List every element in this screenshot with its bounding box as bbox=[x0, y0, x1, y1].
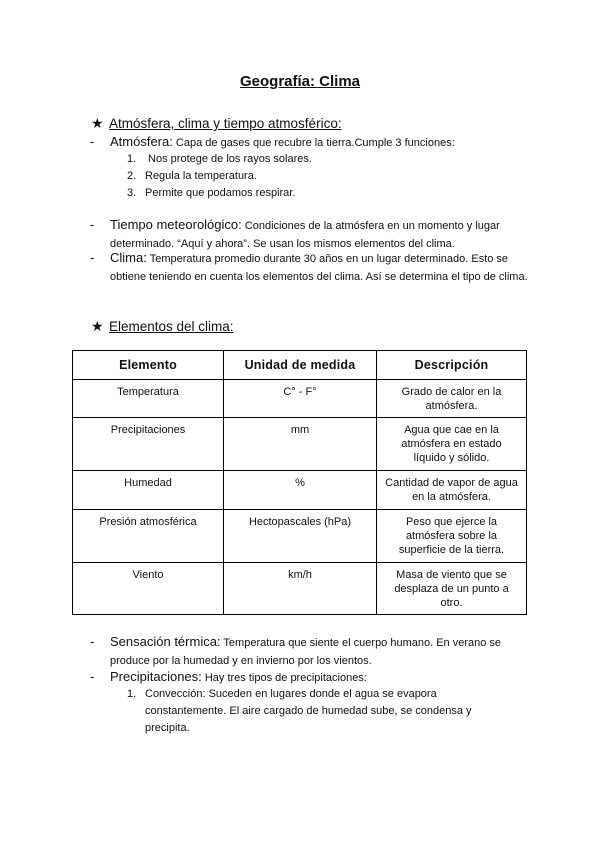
section-heading-elementos bbox=[91, 318, 234, 335]
section-heading-text: Atmósfera, clima y tiempo atmosférico: bbox=[109, 116, 342, 131]
term-label: Tiempo meteorológico: bbox=[110, 217, 242, 232]
table-row bbox=[73, 380, 527, 418]
cell-unidad: % bbox=[224, 471, 377, 510]
definition-text: Temperatura que siente el cuerpo humano. En verano se produce por la humedad y en invierno por los vientos. bbox=[110, 637, 502, 667]
bullet-dash: - bbox=[90, 669, 95, 684]
cell-unidad: C° - F° bbox=[224, 380, 377, 418]
bullet-dash: - bbox=[90, 134, 95, 149]
list-item: 2. Regula la temperatura. bbox=[127, 170, 257, 182]
definition-text: Hay tres tipos de precipitaciones: bbox=[204, 672, 367, 684]
term-label: Precipitaciones: bbox=[110, 669, 202, 684]
cell-elemento: Viento bbox=[73, 563, 224, 615]
table-header-row bbox=[73, 351, 527, 380]
star-icon: ★ bbox=[91, 115, 104, 131]
term-label: Clima: bbox=[110, 250, 147, 265]
column-header: Elemento bbox=[73, 351, 224, 380]
term-label: Sensación térmica: bbox=[110, 634, 221, 649]
section-heading-atmosfera bbox=[91, 115, 342, 132]
bullet-dash: - bbox=[90, 634, 95, 649]
bullet-dash: - bbox=[90, 217, 95, 232]
table-row bbox=[73, 510, 527, 563]
table-row bbox=[73, 418, 527, 471]
definition-sensacion bbox=[110, 633, 530, 670]
page-title: Geografía: Clima bbox=[239, 73, 361, 90]
list-item: 1. Nos protege de los rayos solares. bbox=[127, 153, 312, 165]
list-item: 1. Convección: Suceden en lugares donde el agua se evapora constantemente. El aire cargado de humedad sube, se condensa y precipita. bbox=[127, 688, 472, 734]
cell-descripcion: Masa de viento que se desplaza de un punto a otro. bbox=[377, 563, 527, 615]
functions-list bbox=[127, 151, 312, 202]
bullet-dash: - bbox=[90, 250, 95, 265]
cell-elemento: Temperatura bbox=[73, 380, 224, 418]
term-label: Atmósfera: bbox=[110, 134, 173, 149]
cell-unidad: km/h bbox=[224, 563, 377, 615]
section-heading-text: Elementos del clima: bbox=[109, 319, 234, 334]
column-header: Unidad de medida bbox=[224, 351, 377, 380]
definition-text: Temperatura promedio durante 30 años en un lugar determinado. Esto se obtiene teniendo en cuenta los elementos del clima. Así se determina el tipo de clima. bbox=[110, 253, 528, 283]
cell-descripcion: Peso que ejerce la atmósfera sobre la superficie de la tierra. bbox=[377, 510, 527, 563]
cell-descripcion: Grado de calor en la atmósfera. bbox=[377, 380, 527, 418]
climate-elements-table bbox=[72, 350, 527, 615]
cell-descripcion: Agua que cae en la atmósfera en estado líquido y sólido. bbox=[377, 418, 527, 471]
definition-precipitaciones bbox=[110, 668, 530, 687]
table-row bbox=[73, 471, 527, 510]
cell-unidad: mm bbox=[224, 418, 377, 471]
cell-elemento: Precipitaciones bbox=[73, 418, 224, 471]
definition-clima bbox=[110, 249, 530, 286]
definition-atmosfera bbox=[110, 133, 530, 152]
definition-tiempo bbox=[110, 216, 530, 253]
star-icon: ★ bbox=[91, 318, 104, 334]
cell-unidad: Hectopascales (hPa) bbox=[224, 510, 377, 563]
column-header: Descripción bbox=[377, 351, 527, 380]
precipitation-types-list bbox=[127, 686, 507, 737]
definition-text: Condiciones de la atmósfera en un momento y lugar determinado. “Aquí y ahora”. Se usan los mismos elementos del clima. bbox=[110, 220, 500, 250]
cell-elemento: Presión atmosférica bbox=[73, 510, 224, 563]
definition-text: Capa de gases que recubre la tierra.Cumple 3 funciones: bbox=[175, 137, 455, 149]
cell-elemento: Humedad bbox=[73, 471, 224, 510]
table-row bbox=[73, 563, 527, 615]
cell-descripcion: Cantidad de vapor de agua en la atmósfera. bbox=[377, 471, 527, 510]
list-item: 3. Permite que podamos respirar. bbox=[127, 187, 296, 199]
